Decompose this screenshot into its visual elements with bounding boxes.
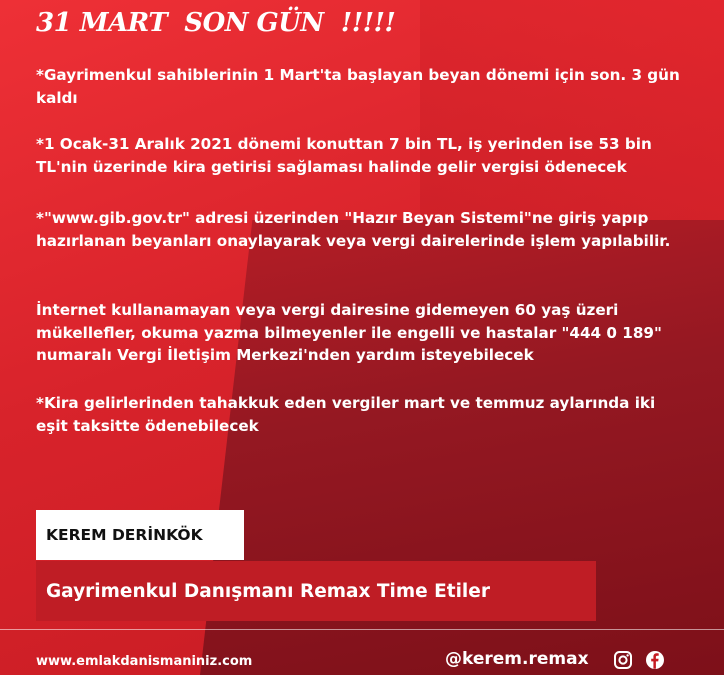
agent-name-box (36, 510, 244, 560)
info-paragraph-2: *1 Ocak-31 Aralık 2021 dönemi konuttan 7 bin TL, iş yerinden ise 53 bin TL'nin üzerinde kira getirisi sağlaması halinde gelir vergisi ödenecek (36, 135, 652, 176)
headline: 31 MART SON GÜN !!!!! (36, 8, 396, 38)
website-link[interactable]: www.emlakdanismaniniz.com (36, 654, 253, 669)
info-paragraph-5: *Kira gelirlerinden tahakkuk eden vergiler mart ve temmuz aylarında iki eşit taksitte ödenebilecek (36, 394, 656, 435)
info-paragraph-4: İnternet kullanamayan veya vergi dairesine gidemeyen 60 yaş üzeri mükellefler, okuma yazma bilmeyenler ile engelli ve hastalar "444 0 189" numaralı Vergi İletişim Merkezi'nden yardım isteyebilecek (36, 301, 662, 364)
agent-name: KEREM DERİNKÖK (46, 526, 203, 544)
instagram-icon[interactable] (613, 650, 633, 670)
agent-role-box (36, 561, 596, 621)
social-handle[interactable]: @kerem.remax (445, 649, 589, 669)
footer-divider (0, 629, 724, 630)
facebook-icon[interactable] (645, 650, 665, 670)
info-paragraph-1: *Gayrimenkul sahiblerinin 1 Mart'ta başlayan beyan dönemi için son. 3 gün kaldı (36, 66, 680, 107)
agent-role: Gayrimenkul Danışmanı Remax Time Etiler (46, 580, 490, 602)
info-paragraph-3: *"www.gib.gov.tr" adresi üzerinden "Hazır Beyan Sistemi"ne giriş yapıp hazırlanan beyanları onaylayarak veya vergi dairelerinde işlem yapılabilir. (36, 209, 671, 250)
